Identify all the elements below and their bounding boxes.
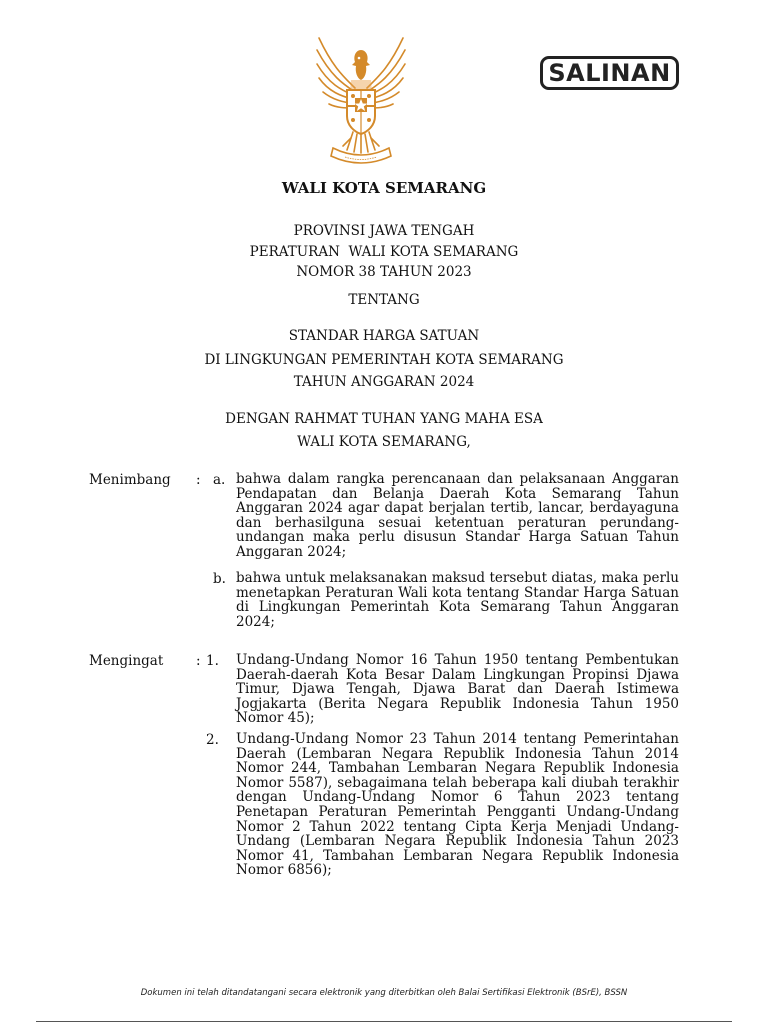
subject-line-2: DI LINGKUNGAN PEMERINTAH KOTA SEMARANG — [204, 352, 564, 368]
esignature-note: Dokumen ini telah ditandatangani secara elektronik yang diterbitkan oleh Balai Sertifikasi Elektronik (BSrE), BSSN — [140, 988, 628, 998]
authority-title: WALI KOTA SEMARANG — [281, 179, 487, 197]
mengingat-item-2: Undang-Undang Nomor 23 Tahun 2014 tentang Pemerintahan Daerah (Lembaran Negara Republik Indonesia Tahun 2014 Nomor 244, Tambahan Lembaran Negara Republik Indonesia Nomor 5587), sebagaimana telah beberapa kali diubah terakhir dengan Undang-Undang Nomor 6 Tahun 2023 tentang Penetapan Peraturan Pemerintah Pengganti Undang-Undang Nomor 2 Tahun 2022 tentang Cipta Kerja Menjadi Undang-Undang (Lembaran Negara Republik Indonesia Tahun 2023 Nomor 41, Tambahan Lembaran Negara Republik Indonesia Nomor 6856); — [236, 731, 679, 879]
footer-divider — [36, 1021, 732, 1022]
menimbang-colon: : — [196, 472, 201, 488]
subject-line-1: STANDAR HARGA SATUAN — [288, 328, 480, 344]
regulation-line: PERATURAN WALI KOTA SEMARANG — [249, 244, 519, 260]
garuda-emblem-icon — [311, 28, 411, 170]
province-line: PROVINSI JAWA TENGAH — [293, 223, 475, 239]
mengingat-marker-2: 2. — [206, 732, 219, 748]
salinan-stamp: SALINAN — [540, 56, 679, 90]
mengingat-marker-1: 1. — [206, 653, 219, 669]
menimbang-marker-b: b. — [213, 571, 226, 587]
signatory-line: WALI KOTA SEMARANG, — [297, 434, 471, 450]
menimbang-label: Menimbang — [89, 472, 171, 488]
mengingat-colon: : — [196, 653, 201, 669]
mengingat-item-1: Undang-Undang Nomor 16 Tahun 1950 tentang Pembentukan Daerah-daerah Kota Besar Dalam Lingkungan Propinsi Djawa Timur, Djawa Tengah, Djawa Barat dan Daerah Istimewa Jogjakarta (Berita Negara Republik Indonesia Tahun 1950 Nomor 45); — [236, 652, 679, 727]
subject-line-3: TAHUN ANGGARAN 2024 — [293, 374, 475, 390]
invocation-line: DENGAN RAHMAT TUHAN YANG MAHA ESA — [225, 411, 543, 427]
about-line: TENTANG — [348, 292, 420, 308]
menimbang-item-b: bahwa untuk melaksanakan maksud tersebut diatas, maka perlu menetapkan Peraturan Wali kota tentang Standar Harga Satuan di Lingkungan Pemerintah Kota Semarang Tahun Anggaran 2024; — [236, 570, 679, 630]
mengingat-label: Mengingat — [89, 653, 164, 669]
menimbang-item-a: bahwa dalam rangka perencanaan dan pelaksanaan Anggaran Pendapatan dan Belanja Daerah Kota Semarang Tahun Anggaran 2024 agar dapat berjalan tertib, lancar, berdayaguna dan berhasilguna sesuai ketentuan peraturan perundang-undangan maka perlu disusun Standar Harga Satuan Tahun Anggaran 2024; — [236, 471, 679, 560]
regulation-number: NOMOR 38 TAHUN 2023 — [296, 264, 472, 280]
menimbang-marker-a: a. — [213, 472, 226, 488]
